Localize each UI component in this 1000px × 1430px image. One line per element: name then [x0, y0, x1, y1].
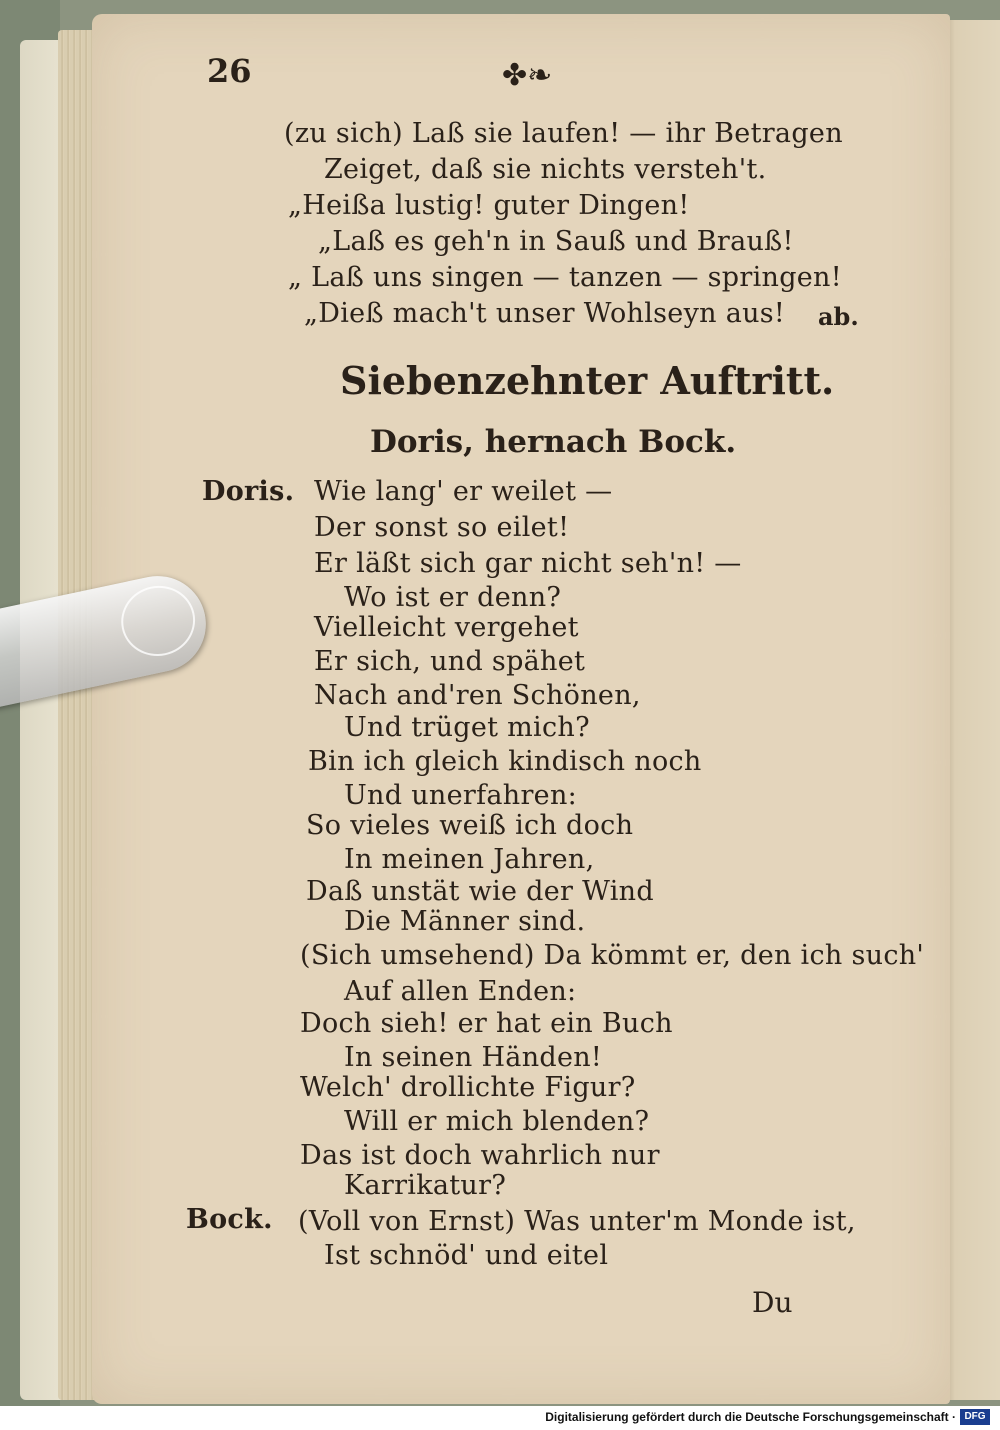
scene-heading: Siebenzehnter Auftritt. [340, 358, 835, 403]
doris-line: In meinen Jahren, [344, 844, 595, 875]
bock-line: (Voll von Ernst) Was unter'm Monde ist, [298, 1206, 856, 1237]
speaker-doris: Doris. [202, 476, 295, 507]
doris-line: In seinen Händen! [344, 1042, 603, 1073]
doris-line: Vielleicht vergehet [314, 612, 579, 643]
doris-line: Will er mich blenden? [344, 1106, 650, 1137]
doris-line: Er läßt sich gar nicht seh'n! — [314, 548, 742, 579]
song-line-1: (zu sich) Laß sie laufen! — ihr Betragen [284, 118, 843, 149]
song-line-5: „ Laß uns singen — tanzen — springen! [288, 262, 842, 293]
doris-line: Nach and'ren Schönen, [314, 680, 641, 711]
doris-line: (Sich umsehend) Da kömmt er, den ich such' [300, 940, 925, 971]
doris-line: Er sich, und spähet [314, 646, 586, 677]
scene-characters: Doris, hernach Bock. [370, 424, 737, 460]
doris-line: Wie lang' er weilet — [314, 476, 613, 507]
song-line-3: „Heißa lustig! guter Dingen! [288, 190, 690, 221]
doris-line: Wo ist er denn? [344, 582, 562, 613]
bock-line: Ist schnöd' und eitel [324, 1240, 609, 1271]
doris-line: Karrikatur? [344, 1170, 507, 1201]
page-number: 26 [207, 52, 252, 90]
doris-line: Auf allen Enden: [344, 976, 577, 1007]
dfg-logo: DFG [960, 1409, 990, 1425]
doris-line: So vieles weiß ich doch [306, 810, 634, 841]
exit-mark: ab. [818, 302, 859, 331]
song-line-4: „Laß es geh'n in Sauß und Brauß! [318, 226, 794, 257]
header-ornament: ✤❧ [502, 58, 553, 93]
speaker-bock: Bock. [186, 1204, 273, 1235]
song-line-2: Zeiget, daß sie nichts versteh't. [324, 154, 767, 185]
doris-line: Bin ich gleich kindisch noch [308, 746, 702, 777]
doris-line: Und unerfahren: [344, 780, 578, 811]
doris-line: Die Männer sind. [344, 906, 586, 937]
doris-line: Doch sieh! er hat ein Buch [300, 1008, 673, 1039]
song-line-6: „Dieß mach't unser Wohlseyn aus! [304, 298, 786, 329]
doris-line: Das ist doch wahrlich nur [300, 1140, 660, 1171]
doris-line: Welch' drollichte Figur? [300, 1072, 636, 1103]
doris-line: Und trüget mich? [344, 712, 590, 743]
catchword: Du [752, 1286, 793, 1319]
footer-credit: Digitalisierung gefördert durch die Deutsche Forschungsgemeinschaft · [545, 1410, 956, 1424]
doris-line: Der sonst so eilet! [314, 512, 570, 543]
doris-line: Daß unstät wie der Wind [306, 876, 654, 907]
